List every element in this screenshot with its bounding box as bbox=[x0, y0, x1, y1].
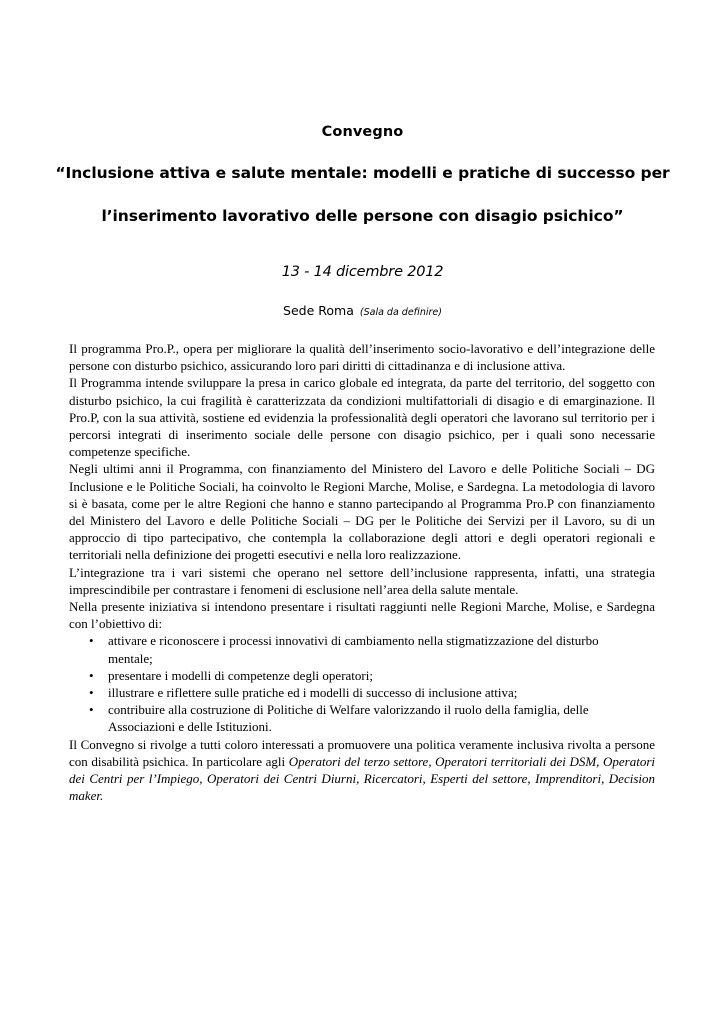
audience-intro: Il Convegno si rivolge a tutti coloro interessati a promuovere una politica veramente inclusiva rivolta a persone con disabilità psichica. In particolare agli bbox=[69, 736, 655, 769]
event-dates: 13 - 14 dicembre 2012 bbox=[281, 264, 444, 280]
bullet-icon: • bbox=[89, 633, 94, 649]
list-item bbox=[69, 667, 655, 684]
paragraph-audience bbox=[69, 736, 655, 805]
paragraph-program-intro: Il programma Pro.P., opera per migliorare la qualità dell’inserimento socio-lavorativo e dell’integrazione delle persone con disturbo psichico, assicurando loro pari diritti di cittadinanza e di inclusione attiva. bbox=[69, 341, 655, 374]
list-item-text: attivare e riconoscere i processi innovativi di cambiamento nella stigmatizzazione del disturbo bbox=[108, 633, 599, 649]
event-venue bbox=[0, 303, 725, 318]
list-item bbox=[69, 632, 655, 666]
list-item-text: contribuire alla costruzione di Politiche di Welfare valorizzando il ruolo della famiglia, delle bbox=[108, 702, 589, 718]
bullet-icon: • bbox=[89, 702, 94, 718]
event-title-line-2: l’inserimento lavorativo delle persone con disagio psichico” bbox=[101, 207, 624, 225]
list-item-text: presentare i modelli di competenze degli operatori; bbox=[108, 667, 373, 683]
list-item-continuation: Associazioni e delle Istituzioni. bbox=[108, 719, 272, 735]
paragraph-integration: L’integrazione tra i vari sistemi che operano nel settore dell’inclusione rappresenta, infatti, una strategia imprescindibile per contrastare i fenomeni di esclusione nell’area della salute mentale. bbox=[69, 564, 655, 597]
list-item-text: illustrare e riflettere sulle pratiche ed i modelli di successo di inclusione attiva; bbox=[108, 685, 518, 701]
bullet-icon: • bbox=[89, 685, 94, 701]
venue-note: (Sala da definire) bbox=[359, 307, 442, 318]
paragraph-initiative: Nella presente iniziativa si intendono presentare i risultati raggiunti nelle Regioni Marche, Molise, e Sardegna con l’obiettivo di: bbox=[69, 599, 655, 632]
list-item bbox=[69, 684, 655, 701]
body-text bbox=[69, 340, 655, 804]
event-type-heading: Convegno bbox=[321, 124, 404, 140]
paragraph-recent-years: Negli ultimi anni il Programma, con finanziamento del Ministero del Lavoro e delle Politiche Sociali – DG Inclusione e le Politiche Sociali, ha coinvolto le Regioni Marche, Molise, e Sardegna. La metodologia di lavoro si è basata, come per le altre Regioni che hanno e stanno partecipando al Programma Pro.P con finanziamento del Ministero del Lavoro e delle Politiche Sociali – DG per le Politiche dei Servizi per il Lavoro, su di un approccio di tipo partecipativo, che contempla la collaborazione degli attori e degli operatori regionali e territoriali nella definizione dei progetti esecutivi e nella loro realizzazione. bbox=[69, 461, 655, 563]
audience-list: Operatori del terzo settore, Operatori territoriali dei DSM, Operatori dei Centri per l’Impiego, Operatori dei Centri Diurni, Ricercatori, Esperti del settore, Imprenditori, Decision maker. bbox=[69, 753, 656, 804]
list-item bbox=[69, 701, 655, 735]
list-item-continuation: mentale; bbox=[108, 650, 153, 666]
venue-name: Sede Roma bbox=[283, 303, 354, 318]
bullet-icon: • bbox=[89, 667, 94, 683]
event-title-line-1: “Inclusione attiva e salute mentale: modelli e pratiche di successo per bbox=[55, 164, 670, 182]
objectives-list bbox=[69, 632, 655, 735]
paragraph-program-goals: Il Programma intende sviluppare la presa in carico globale ed integrata, da parte del territorio, del soggetto con disturbo psichico, la cui fragilità è caratterizzata da condizioni multifattoriali di disagio e di emarginazione. Il Pro.P, con la sua attività, sostiene ed evidenzia la professionalità degli operatori che lavorano sul territorio per i percorsi integrati di inserimento sociale delle persone con disagio psichico, per i quali sono necessarie competenze specifiche. bbox=[69, 375, 655, 460]
